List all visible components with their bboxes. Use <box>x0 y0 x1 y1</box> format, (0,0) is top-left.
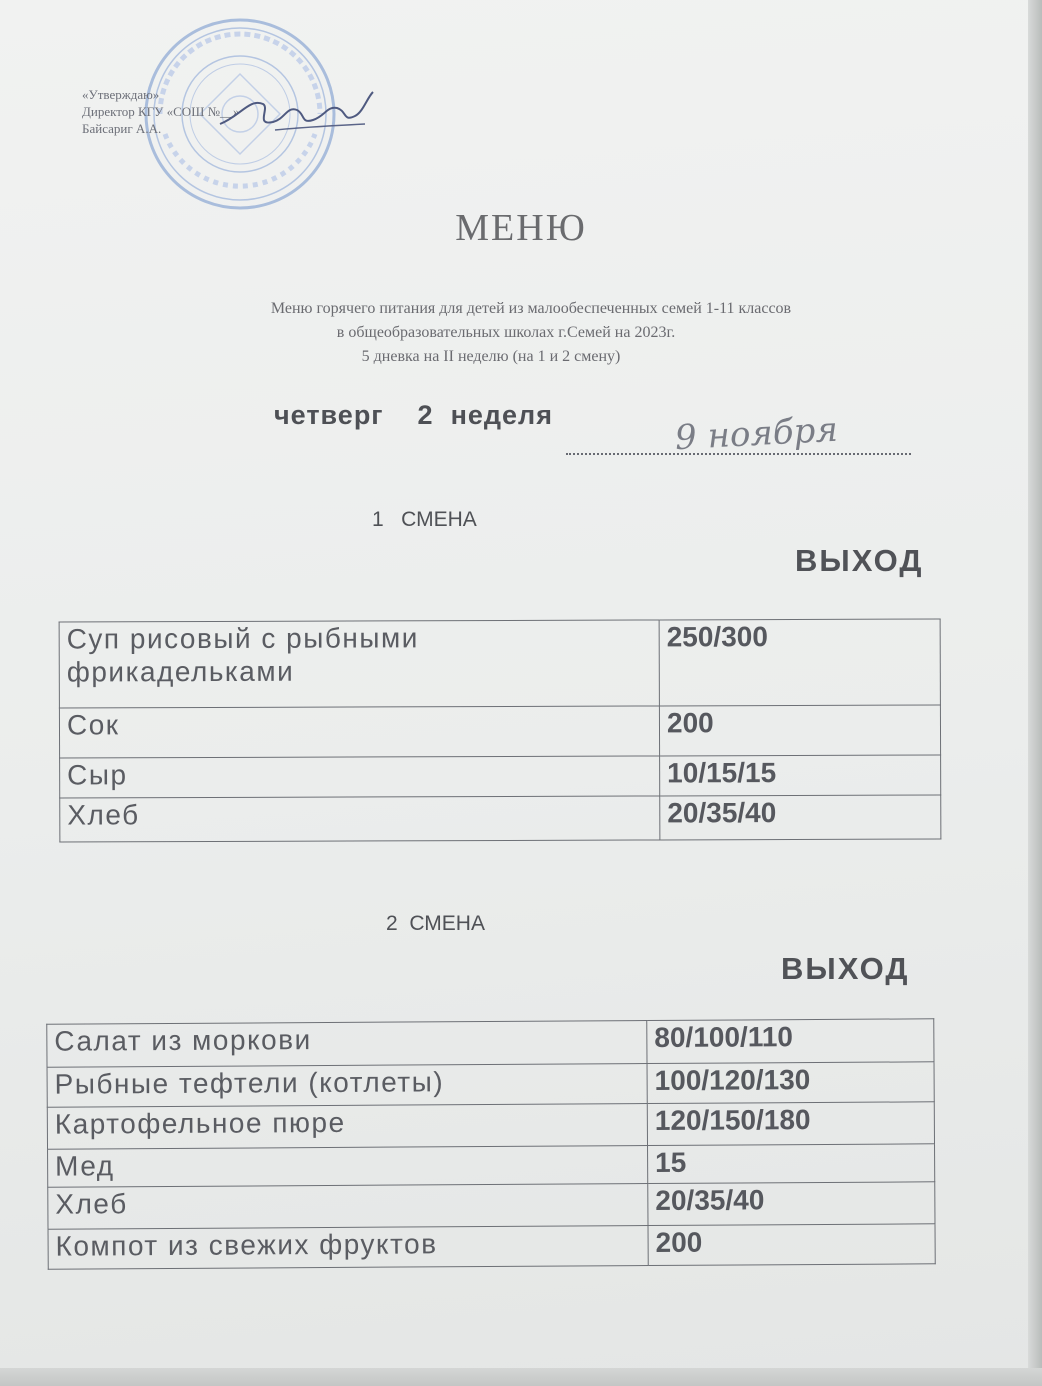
portion-amount-cell: 100/120/130 <box>647 1062 934 1104</box>
menu-row <box>60 755 941 798</box>
menu-row <box>59 705 940 758</box>
shift-1-menu-table <box>59 618 942 842</box>
dish-name-cell: Компот из свежих фруктов <box>48 1226 648 1270</box>
dish-name-cell: Хлеб <box>48 1184 648 1230</box>
dish-name-cell: Мед <box>48 1146 648 1188</box>
portion-amount-cell: 80/100/110 <box>647 1019 934 1064</box>
handwritten-date: 9 ноября <box>674 409 839 459</box>
shift-2-label: 2 СМЕНА <box>386 912 485 935</box>
shift-2-yield-header: ВЫХОД <box>781 951 910 986</box>
dish-name-cell: Хлеб <box>60 796 660 842</box>
portion-amount-cell: 10/15/15 <box>660 755 941 796</box>
menu-row <box>59 619 940 708</box>
menu-row <box>47 1019 934 1067</box>
approval-line-3: Байсариг А.А. <box>82 121 162 136</box>
dish-name-cell: Рыбные тефтели (котлеты) <box>47 1064 647 1108</box>
menu-row <box>48 1182 935 1229</box>
portion-amount-cell: 20/35/40 <box>648 1182 935 1226</box>
portion-amount-cell: 200 <box>659 705 940 756</box>
menu-row <box>48 1144 935 1187</box>
dish-name-cell: Сок <box>59 706 659 758</box>
menu-row <box>47 1062 934 1107</box>
dish-name-cell: Суп рисовый с рыбными фрикадельками <box>59 620 659 708</box>
subtitle-line-1: Меню горячего питания для детей из малообеспеченных семей 1-11 классов <box>270 300 792 317</box>
page-title: МЕНЮ <box>455 207 587 249</box>
day-week-label: четверг 2 неделя <box>274 400 553 430</box>
menu-row <box>60 795 941 842</box>
dish-name-cell: Сыр <box>60 756 660 798</box>
portion-amount-cell: 120/150/180 <box>647 1102 934 1146</box>
shift-1-yield-header: ВЫХОД <box>795 543 924 578</box>
handwritten-signature <box>215 86 375 136</box>
shift-2-menu-table <box>46 1018 935 1269</box>
portion-amount-cell: 15 <box>648 1144 935 1184</box>
shift-1-label: 1 СМЕНА <box>372 508 477 531</box>
subtitle-line-2: в общеобразовательных школах г.Семей на 2023г. <box>336 324 676 341</box>
paper-edge-bottom <box>0 1368 1042 1386</box>
approval-line-1: «Утверждаю» <box>82 87 160 102</box>
menu-subtitle <box>0 297 1042 369</box>
subtitle-line-3: 5 дневка на II неделю (на 1 и 2 смену) <box>361 348 621 365</box>
menu-row <box>47 1102 934 1149</box>
dish-name-cell: Картофельное пюре <box>47 1104 647 1150</box>
portion-amount-cell: 200 <box>648 1224 935 1266</box>
menu-row <box>48 1224 935 1269</box>
portion-amount-cell: 20/35/40 <box>660 795 941 840</box>
paper-edge-right <box>1028 0 1042 1386</box>
dish-name-cell: Салат из моркови <box>47 1021 647 1068</box>
approval-line-2: Директор КГУ «СОШ №__» <box>82 104 240 119</box>
portion-amount-cell: 250/300 <box>659 619 940 706</box>
